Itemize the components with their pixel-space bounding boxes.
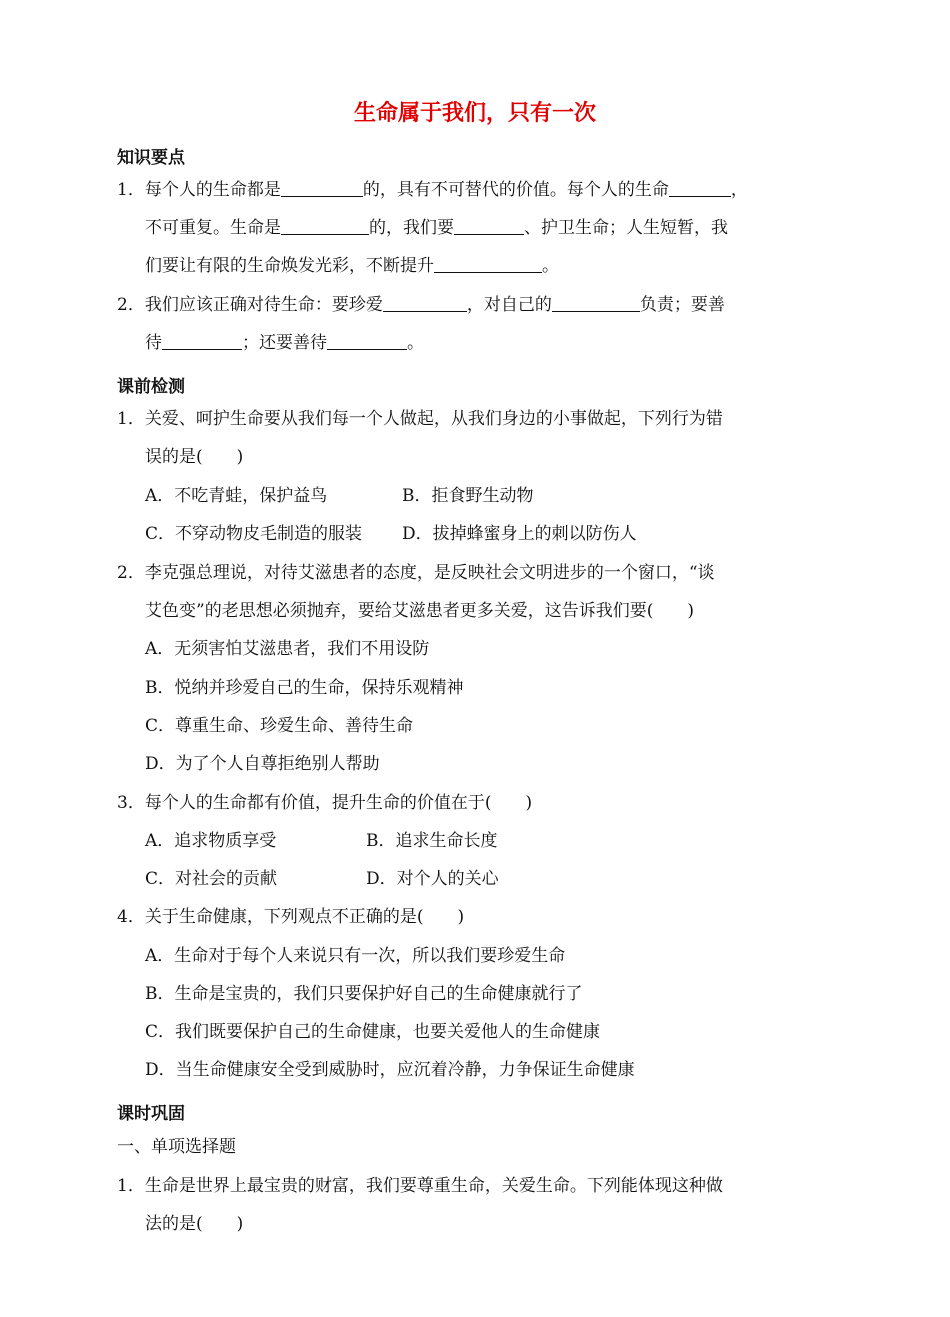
answer-blank[interactable] [383, 294, 467, 312]
text: 的，我们要 [369, 218, 454, 238]
pretest-q1-option-c[interactable]: C．不穿动物皮毛制造的服装 [145, 524, 363, 544]
knowledge-q1-line3 [145, 254, 559, 278]
text: 2．我们应该正确对待生命：要珍爱 [117, 295, 383, 315]
pretest-q4-option-d[interactable]: D．当生命健康安全受到威胁时，应沉着冷静，力争保证生命健康 [145, 1060, 635, 1080]
pretest-q4-option-b[interactable]: B．生命是宝贵的，我们只要保护好自己的生命健康就行了 [145, 984, 583, 1004]
text: ， [730, 180, 748, 200]
knowledge-q1-line2 [145, 216, 728, 240]
text: 待 [145, 333, 162, 353]
pretest-q3-option-a[interactable]: A．追求物质享受 [145, 831, 277, 851]
pretest-q4-option-a[interactable]: A．生命对于每个人来说只有一次，所以我们要珍爱生命 [145, 946, 566, 966]
pretest-q1-option-a[interactable]: A．不吃青蛙，保护益鸟 [145, 486, 328, 506]
pretest-q2-option-a[interactable]: A．无须害怕艾滋患者，我们不用设防 [145, 639, 430, 659]
text: 1．每个人的生命都是 [117, 180, 281, 200]
pretest-q3-stem: 3．每个人的生命都有价值，提升生命的价值在于( ) [117, 793, 533, 813]
answer-blank[interactable] [669, 179, 731, 197]
answer-blank[interactable] [434, 255, 542, 273]
pretest-q3-option-c[interactable]: C．对社会的贡献 [145, 869, 278, 889]
pretest-q2-stem: 2．李克强总理说，对待艾滋患者的态度，是反映社会文明进步的一个窗口，“谈 [117, 563, 715, 583]
section-heading-consolidate: 课时巩固 [117, 1104, 185, 1124]
pretest-q3-option-b[interactable]: B．追求生命长度 [366, 831, 498, 851]
knowledge-q2-line2 [145, 331, 424, 355]
section-heading-pretest: 课前检测 [117, 377, 185, 397]
section-heading-knowledge: 知识要点 [117, 148, 185, 168]
pretest-q3-option-d[interactable]: D．对个人的关心 [366, 869, 499, 889]
text: 的，具有不可替代的价值。每个人的生命 [362, 180, 669, 200]
pretest-q1-option-d[interactable]: D．拔掉蜂蜜身上的刺以防伤人 [402, 524, 637, 544]
knowledge-q1-line1 [117, 178, 748, 202]
text: 们要让有限的生命焕发光彩，不断提升 [145, 256, 434, 276]
pretest-q1-stem: 误的是( ) [145, 447, 244, 467]
pretest-q1-option-b[interactable]: B．拒食野生动物 [402, 486, 534, 506]
answer-blank[interactable] [281, 179, 363, 197]
consolidate-q1-stem: 1．生命是世界上最宝贵的财富，我们要尊重生命，关爱生命。下列能体现这种做 [117, 1176, 723, 1196]
text: 。 [542, 256, 559, 276]
answer-blank[interactable] [162, 332, 242, 350]
pretest-q4-option-c[interactable]: C．我们既要保护自己的生命健康，也要关爱他人的生命健康 [145, 1022, 601, 1042]
pretest-q1-stem: 1．关爱、呵护生命要从我们每一个人做起，从我们身边的小事做起，下列行为错 [117, 409, 723, 429]
answer-blank[interactable] [552, 294, 640, 312]
text: 。 [407, 333, 424, 353]
pretest-q2-option-b[interactable]: B．悦纳并珍爱自己的生命，保持乐观精神 [145, 678, 464, 698]
text: 不可重复。生命是 [145, 218, 281, 238]
text: 、护卫生命；人生短暂，我 [524, 218, 728, 238]
page-title: 生命属于我们，只有一次 [353, 101, 596, 126]
answer-blank[interactable] [327, 332, 407, 350]
knowledge-q2-line1 [117, 293, 725, 317]
text: ；还要善待 [242, 333, 327, 353]
pretest-q2-stem: 艾色变”的老思想必须抛弃，要给艾滋患者更多关爱，这告诉我们要( ) [145, 601, 694, 621]
pretest-q2-option-c[interactable]: C．尊重生命、珍爱生命、善待生命 [145, 716, 414, 736]
pretest-q4-stem: 4．关于生命健康，下列观点不正确的是( ) [117, 907, 465, 927]
part-heading-single-choice: 一、单项选择题 [117, 1137, 236, 1157]
answer-blank[interactable] [281, 217, 369, 235]
consolidate-q1-stem: 法的是( ) [145, 1214, 244, 1234]
pretest-q2-option-d[interactable]: D．为了个人自尊拒绝别人帮助 [145, 754, 380, 774]
text: 负责；要善 [639, 295, 725, 315]
text: ，对自己的 [466, 295, 552, 315]
answer-blank[interactable] [454, 217, 524, 235]
